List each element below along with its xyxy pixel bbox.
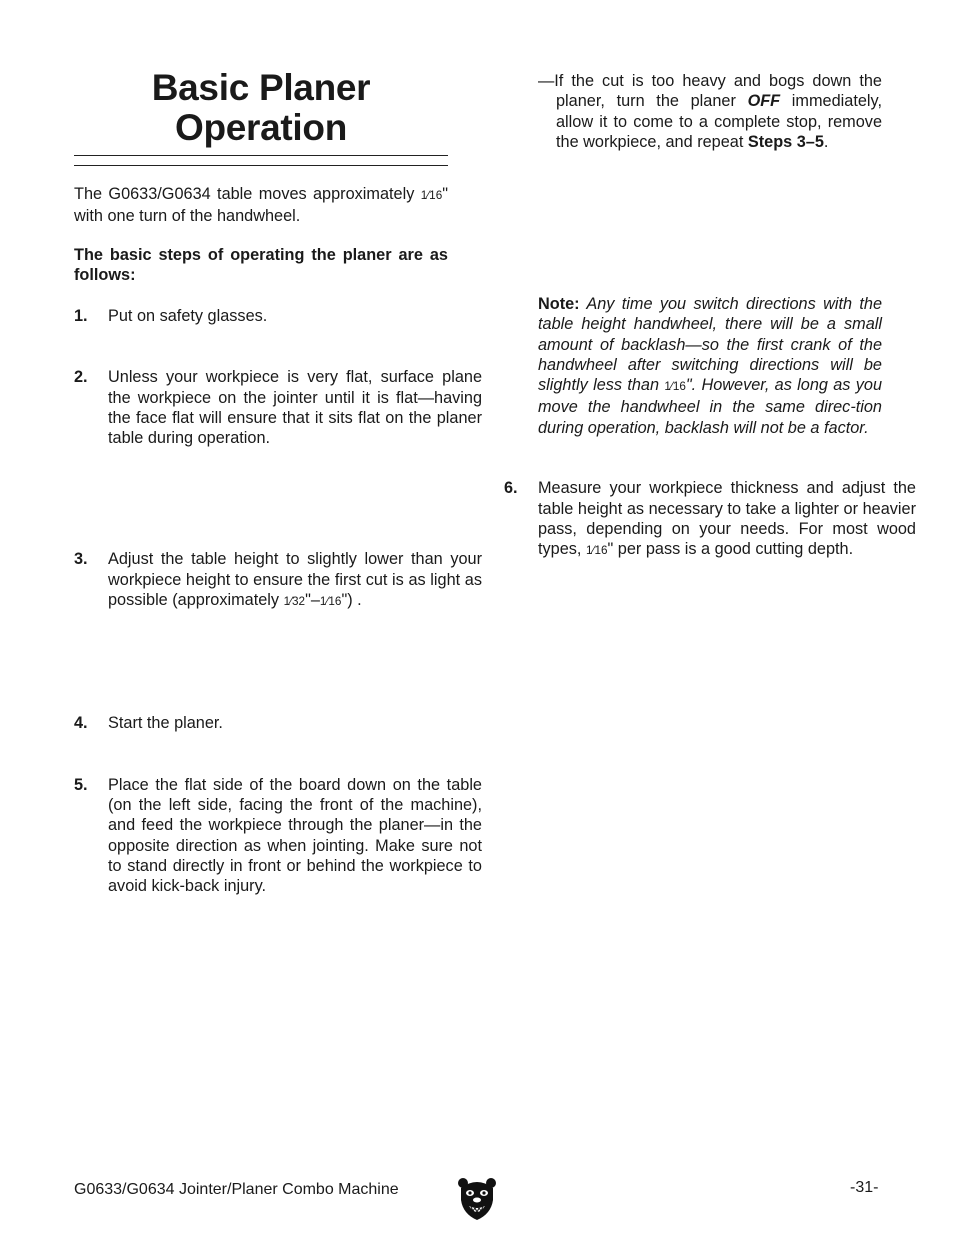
step-5-continuation: —If the cut is too heavy and bogs down the planer, turn the planer OFF immediately, allow it to come to a complete stop, remove the workpiece, and repeat Steps 3–5. — [538, 72, 882, 151]
page-title: Basic Planer Operation — [151, 67, 371, 148]
step-6: 6. Measure your workpiece thickness and adjust the table height as necessary to take a lighter or heavier pass, depending on your needs. For most wood types, 1⁄16" per pass is a good cutting depth. — [504, 479, 916, 559]
intro-paragraph: The G0633/G0634 table moves approximately 1⁄16" with one turn of the handwheel. — [74, 185, 448, 226]
step-4: 4. Start the planer. — [74, 714, 223, 733]
bear-head-logo-icon — [458, 1176, 496, 1220]
backlash-note: Note: Any time you switch directions with the table height handwheel, there will be a small amount of backlash—so the first crank of the handwheel after switching directions will be slightly less than 1⁄16". However, as long as you move the handwheel in the same direc-tion during operation, backlash will not be a factor. — [538, 295, 882, 437]
step-3: 3. Adjust the table height to slightly lower than your workpiece height to ensure the first cut is as light as possible (approximately 1⁄32"–1⁄16") . — [74, 550, 482, 610]
step-2: 2. Unless your workpiece is very flat, surface plane the workpiece on the jointer until it is flat—having the face flat will ensure that it sits flat on the planer table during operation. — [74, 368, 482, 448]
title-rule-top — [74, 155, 448, 156]
step-5: 5. Place the flat side of the board down on the table (on the left side, facing the front of the machine), and feed the workpiece through the planer—in the opposite direction as when jointing. Make sure not to stand directly in front or behind the workpiece to avoid kick-back injury. — [74, 775, 482, 896]
step-1: 1. Put on safety glasses. — [74, 307, 268, 325]
footer-manual-title: G0633/G0634 Jointer/Planer Combo Machine — [74, 1181, 399, 1198]
steps-lead-in: The basic steps of operating the planer are as follows: — [74, 246, 448, 285]
title-rule-bottom — [74, 165, 448, 166]
page-number: -31- — [850, 1179, 879, 1196]
